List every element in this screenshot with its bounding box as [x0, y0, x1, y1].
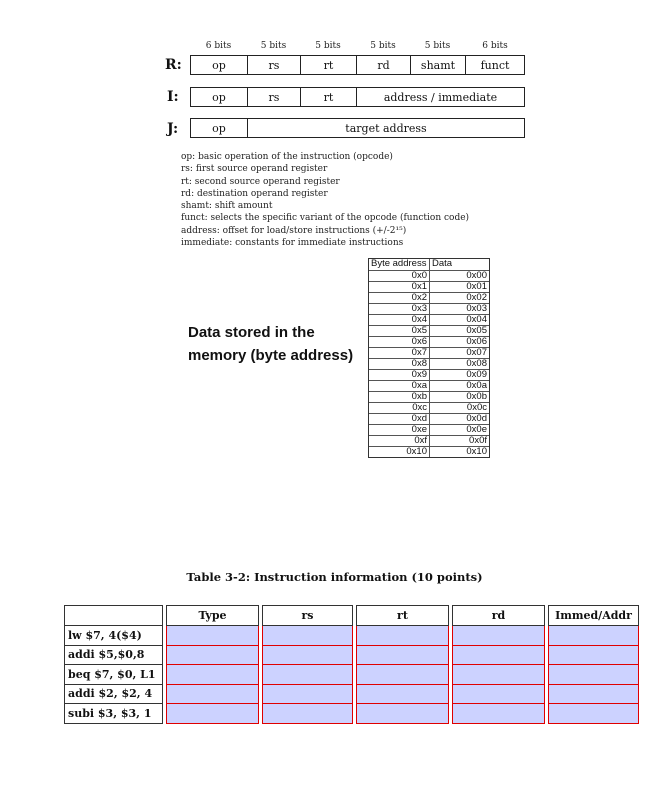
bits-rt: 5 bits	[315, 41, 341, 51]
memory-caption	[188, 321, 353, 367]
memory-data-cell: 0x06	[466, 336, 487, 347]
answer-cell-immed-addr[interactable]	[549, 684, 639, 704]
answer-cell-type[interactable]	[167, 645, 259, 665]
answer-cell-rd[interactable]	[453, 665, 545, 685]
answer-cell-rd[interactable]	[453, 704, 545, 724]
memory-address-cell: 0x8	[369, 359, 430, 369]
memory-address-cell: 0x3	[369, 304, 430, 314]
table-row	[65, 704, 639, 724]
instruction-label: lw $7, 4($4)	[65, 626, 163, 646]
answer-cell-rt[interactable]	[357, 684, 449, 704]
legend-line: shamt: shift amount	[181, 201, 273, 212]
table-row	[65, 645, 639, 665]
legend-line: address: offset for load/store instructions (+/-2¹⁵)	[181, 225, 407, 236]
memory-data-cell: 0x0a	[466, 380, 487, 391]
answer-cell-rs[interactable]	[263, 645, 353, 665]
memory-data-cell: 0x00	[466, 270, 487, 281]
r-field-rt: rt	[301, 56, 357, 74]
memory-row	[369, 270, 489, 281]
memory-row	[369, 402, 489, 413]
header-rd: rd	[453, 606, 545, 626]
memory-address-cell: 0x5	[369, 326, 430, 336]
table-row	[65, 626, 639, 646]
j-type-label: J:	[167, 121, 179, 137]
memory-address-cell: 0x2	[369, 293, 430, 303]
memory-row	[369, 325, 489, 336]
memory-data-cell: 0x07	[466, 347, 487, 358]
memory-header-address: Byte address	[369, 259, 430, 270]
r-field-funct: funct	[480, 58, 510, 72]
memory-row	[369, 391, 489, 402]
table-row	[65, 684, 639, 704]
memory-address-cell: 0xd	[369, 414, 430, 424]
instruction-label: addi $2, $2, 4	[65, 684, 163, 704]
memory-address-cell: 0xe	[369, 425, 430, 435]
memory-row	[369, 314, 489, 325]
memory-row	[369, 281, 489, 292]
memory-data-cell: 0x0d	[466, 413, 487, 424]
memory-data-cell: 0x03	[466, 303, 487, 314]
memory-address-cell: 0x10	[369, 447, 430, 457]
answer-cell-rt[interactable]	[357, 665, 449, 685]
header-rt: rt	[357, 606, 449, 626]
j-field-target-address: target address	[345, 121, 427, 135]
memory-row	[369, 380, 489, 391]
memory-address-cell: 0x0	[369, 271, 430, 281]
legend-line: funct: selects the specific variant of the opcode (function code)	[181, 213, 470, 224]
answer-cell-immed-addr[interactable]	[549, 704, 639, 724]
answer-cell-immed-addr[interactable]	[549, 665, 639, 685]
memory-address-cell: 0xb	[369, 392, 430, 402]
instruction-label: beq $7, $0, L1	[65, 665, 163, 685]
bits-rs: 5 bits	[260, 41, 287, 51]
memory-data-cell: 0x0c	[466, 402, 487, 413]
answer-cell-type[interactable]	[167, 665, 259, 685]
memory-data-cell: 0x0e	[466, 424, 487, 435]
answer-cell-rs[interactable]	[263, 626, 353, 646]
i-field-op: op	[191, 88, 248, 106]
memory-row	[369, 358, 489, 369]
memory-address-cell: 0xf	[369, 436, 430, 446]
answer-cell-immed-addr[interactable]	[549, 626, 639, 646]
memory-caption-line2: memory (byte address)	[188, 347, 354, 364]
bits-rd: 5 bits	[370, 41, 396, 51]
answer-cell-rs[interactable]	[263, 665, 353, 685]
answer-cell-rt[interactable]	[357, 704, 449, 724]
memory-row	[369, 435, 489, 446]
memory-data-cell: 0x0b	[466, 391, 487, 402]
memory-data-cell: 0x0f	[469, 435, 487, 446]
answer-cell-type[interactable]	[167, 626, 259, 646]
legend-line: op: basic operation of the instruction (opcode)	[181, 152, 393, 162]
header-rs: rs	[263, 606, 353, 626]
j-type-format	[190, 118, 525, 138]
answer-cell-rs[interactable]	[263, 704, 353, 724]
memory-row	[369, 336, 489, 347]
i-type-label: I:	[167, 89, 179, 105]
legend-line: rd: destination operand register	[181, 188, 328, 199]
i-type-format	[190, 87, 525, 107]
answer-cell-immed-addr[interactable]	[549, 645, 639, 665]
memory-data-cell: 0x09	[466, 369, 487, 380]
memory-header-row	[369, 259, 489, 270]
answer-cell-rd[interactable]	[453, 626, 545, 646]
memory-header-data: Data	[432, 258, 453, 269]
answer-cell-rt[interactable]	[357, 645, 449, 665]
instruction-label: subi $3, $3, 1	[65, 704, 163, 724]
legend-line: rs: first source operand register	[181, 164, 328, 175]
answer-cell-type[interactable]	[167, 704, 259, 724]
instruction-table	[64, 605, 639, 724]
memory-address-cell: 0xa	[369, 381, 430, 391]
memory-address-cell: 0x1	[369, 282, 430, 292]
r-type-label: R:	[165, 57, 182, 73]
memory-data-cell: 0x01	[466, 281, 487, 292]
memory-data-cell: 0x04	[466, 314, 487, 325]
j-field-op: op	[191, 119, 248, 137]
memory-row	[369, 303, 489, 314]
memory-data-cell: 0x10	[466, 446, 487, 457]
memory-row	[369, 369, 489, 380]
table-header-row	[65, 606, 639, 626]
memory-row	[369, 347, 489, 358]
memory-row	[369, 424, 489, 435]
instruction-label: addi $5,$0,8	[65, 645, 163, 665]
bits-shamt: 5 bits	[424, 41, 451, 51]
field-legend	[181, 151, 469, 249]
memory-row	[369, 413, 489, 424]
header-immed-addr: Immed/Addr	[549, 606, 639, 626]
memory-row	[369, 446, 489, 457]
answer-cell-rs[interactable]	[263, 684, 353, 704]
r-field-op: op	[191, 56, 248, 74]
i-field-rs: rs	[248, 88, 301, 106]
bits-funct: 6 bits	[482, 41, 508, 51]
memory-row	[369, 292, 489, 303]
r-field-rs: rs	[248, 56, 301, 74]
memory-address-cell: 0x9	[369, 370, 430, 380]
memory-data-cell: 0x05	[466, 325, 487, 336]
legend-line: immediate: constants for immediate instructions	[181, 238, 404, 249]
table-row	[65, 665, 639, 685]
bits-op: 6 bits	[205, 41, 232, 51]
memory-address-cell: 0xc	[369, 403, 430, 413]
answer-cell-rt[interactable]	[357, 626, 449, 646]
header-type: Type	[167, 606, 259, 626]
memory-data-cell: 0x02	[466, 292, 487, 303]
table-title: Table 3-2: Instruction information (10 points)	[186, 570, 483, 584]
r-field-shamt: shamt	[411, 56, 466, 74]
answer-cell-rd[interactable]	[453, 684, 545, 704]
answer-cell-rd[interactable]	[453, 645, 545, 665]
answer-cell-type[interactable]	[167, 684, 259, 704]
header-corner	[65, 606, 163, 626]
r-field-rd: rd	[357, 56, 411, 74]
memory-table	[368, 258, 490, 458]
i-field-rt: rt	[301, 88, 357, 106]
memory-address-cell: 0x4	[369, 315, 430, 325]
memory-address-cell: 0x7	[369, 348, 430, 358]
legend-line: rt: second source operand register	[181, 176, 340, 187]
i-field-address-immediate: address / immediate	[383, 90, 498, 104]
r-type-format	[190, 55, 525, 75]
memory-data-cell: 0x08	[466, 358, 487, 369]
memory-caption-line1: Data stored in the	[188, 324, 315, 341]
memory-address-cell: 0x6	[369, 337, 430, 347]
